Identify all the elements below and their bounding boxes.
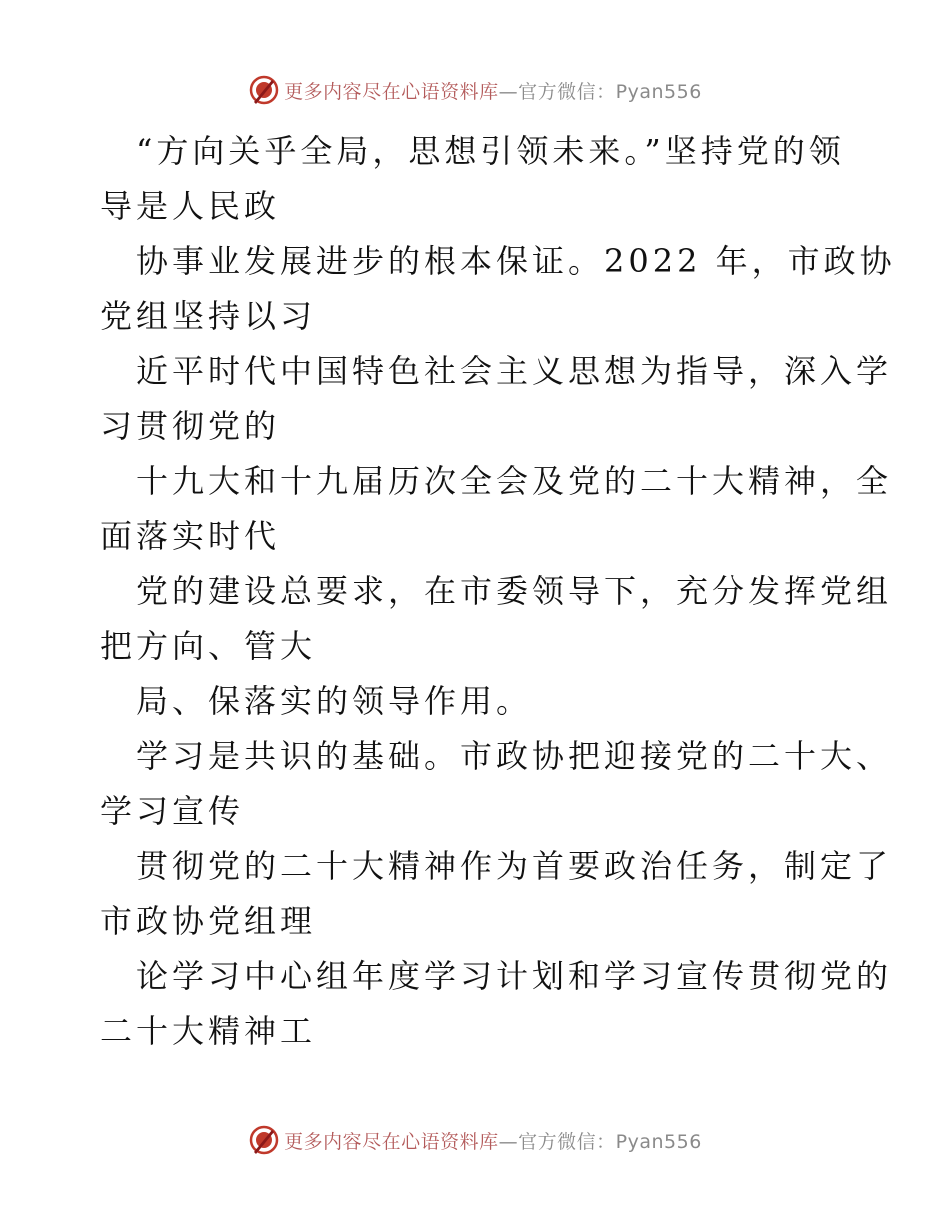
header-wechat-label: 官方微信：Pyan556 [518,80,702,103]
body-line: 近平时代中国特色社会主义思想为指导，深入学 [136,352,893,390]
body-line: 面落实时代 [100,517,281,555]
body-line: 贯彻党的二十大精神作为首要政治任务，制定了 [136,847,893,885]
header-site-text: 更多内容尽在心语资料库 [284,80,499,103]
body-line: 导是人民政 [100,187,281,225]
footer-text [284,1127,702,1154]
footer-separator: — [498,1130,519,1153]
body-line: 党的建设总要求，在市委领导下，充分发挥党组 [136,572,893,610]
body-line: 把方向、管大 [100,627,317,665]
document-body [100,124,896,1059]
body-line: 学习宣传 [100,792,245,830]
body-line: 二十大精神工 [100,1012,317,1050]
body-line: 习贯彻党的 [100,407,281,445]
body-line: 市政协党组理 [100,902,317,940]
header-banner [0,70,950,110]
body-line: 协事业发展进步的根本保证。2022 年，市政协 [136,242,896,280]
header-text [284,77,702,104]
body-line: 十九大和十九届历次全会及党的二十大精神，全 [136,462,893,500]
footer-banner [0,1120,950,1160]
header-separator: — [498,80,519,103]
body-line: 局、保落实的领导作用。 [136,682,533,720]
body-line: 论学习中心组年度学习计划和学习宣传贯彻党的 [136,957,893,995]
body-line: “方向关乎全局，思想引领未来。”坚持党的领 [136,132,845,170]
body-line: 党组坚持以习 [100,297,317,335]
body-line: 学习是共识的基础。市政协把迎接党的二十大、 [136,737,893,775]
quill-seal-logo-icon [248,1124,280,1156]
footer-site-text: 更多内容尽在心语资料库 [284,1130,499,1153]
footer-wechat-label: 官方微信：Pyan556 [518,1130,702,1153]
quill-seal-logo-icon [248,74,280,106]
